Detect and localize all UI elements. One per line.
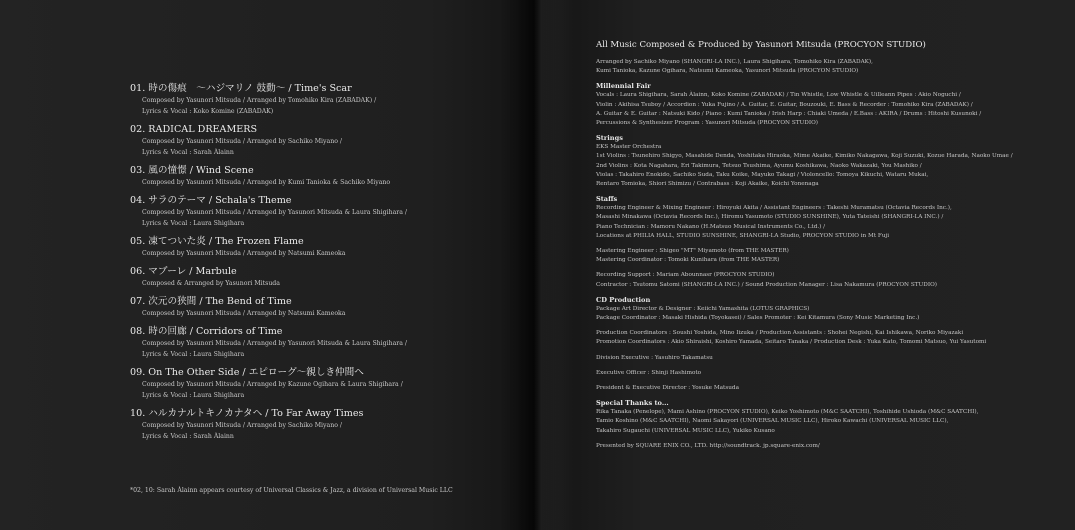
credit-line: EKS Master Orchestra	[596, 144, 662, 151]
track-credit: Lyrics & Vocal : Laura Shigihara	[142, 220, 245, 227]
credit-line: Package Coordinator : Masaki Hishida (Toyokasei) / Sales Promoter : Kei Kitamura (Sony Music Marketing Inc.)	[596, 315, 920, 322]
booklet-spine	[500, 0, 575, 530]
track-credit: Composed by Yasunori Mitsuda / Arranged by Natsumi Kameoka	[142, 310, 346, 317]
credit-line: Mastering Engineer : Shigeo "MT" Miyamoto (from THE MASTER)	[596, 248, 789, 255]
track-title: 09. On The Other Side / エピローグ〜親しき仲間へ	[130, 367, 364, 378]
track-entry	[130, 123, 490, 158]
track-credit: Composed by Yasunori Mitsuda / Arranged by Sachiko Miyano /	[142, 422, 342, 429]
track-credit: Lyrics & Vocal : Koko Komine (ZABADAK)	[142, 108, 274, 115]
credit-line: Executive Officer : Shinji Hashimoto	[596, 369, 702, 376]
credit-section	[596, 399, 1056, 436]
credit-line: Tamio Koshino (M&C SAATCHI), Naomi Sakayori (UNIVERSAL MUSIC LLC), Hiroko Kawachi (UNIVERSAL MUSIC LLC),	[596, 418, 949, 425]
track-credit: Composed & Arranged by Yasunori Mitsuda	[142, 280, 280, 287]
track-title: 07. 次元の狭間 / The Bend of Time	[130, 296, 292, 307]
credit-line: Violin : Akihisa Tsuboy / Accordion : Yuka Fujino / A. Guitar, E. Guitar, Bouzouki, E. Bass & Recorder : Tomohiko Kira (ZABADAK) /	[596, 101, 973, 108]
track-credit: Composed by Yasunori Mitsuda / Arranged by Yasunori Mitsuda & Laura Shigihara /	[142, 209, 407, 216]
credit-section	[596, 442, 1056, 451]
section-heading: Special Thanks to...	[596, 399, 669, 408]
credit-section	[596, 369, 1056, 378]
track-title: 10. ハルカナルトキノカナタヘ / To Far Away Times	[130, 408, 364, 419]
credit-line: Mastering Coordinator : Tomoki Kunihara (from THE MASTER)	[596, 257, 780, 264]
credit-line: Violas : Takahiro Enokido, Sachiko Suda, Taku Koike, Mayuko Takagi / Violoncello: Tomoya Kikuchi, Wataru Mukai,	[596, 171, 929, 178]
track-entry	[130, 265, 490, 289]
credit-line: Promotion Coordinators : Akio Shiraishi, Koshiro Yamada, Seitaro Tanaka / Production Desk : Yuka Kato, Tomomi Matsuo, Yui Yasutomi	[596, 339, 987, 346]
section-heading: Staffs	[596, 195, 618, 204]
credit-section	[596, 271, 1056, 289]
credit-line: Takahiro Sugauchi (UNIVERSAL MUSIC LLC), Yukiko Kusano	[596, 427, 775, 434]
track-credit: Composed by Yasunori Mitsuda / Arranged by Kazune Ogihara & Laura Shigihara /	[142, 381, 403, 388]
section-heading: CD Production	[596, 295, 651, 304]
credit-section	[596, 82, 1056, 128]
track-title: 04. サラのテーマ / Schala's Theme	[130, 195, 292, 206]
credit-line: Locations at PHILIA HALL, STUDIO SUNSHINE, SHANGRI-LA Studio, PROCYON STUDIO in Mt Fuji	[596, 232, 890, 239]
credit-section	[596, 134, 1056, 189]
credit-line: 1st Violins : Tsunehiro Shigyo, Masahide Denda, Yoshitaka Hiraoka, Mime Akaike, Kimiko Nakagawa, Koji Suzuki, Kozue Harada, Naoko Umae /	[596, 153, 1013, 160]
track-title: 02. RADICAL DREAMERS	[130, 124, 258, 135]
credit-section	[596, 384, 1056, 393]
credit-line: Masashi Minakawa (Octavia Records Inc.), Hiromu Yasumoto (STUDIO SUNSHINE), Yuta Tateishi (SHANGRI-LA INC.) /	[596, 214, 944, 221]
credit-section	[596, 329, 1056, 347]
track-credit: Composed by Yasunori Mitsuda / Arranged by Sachiko Miyano /	[142, 138, 342, 145]
credit-line: Vocals : Laura Shigihara, Sarah Àlainn, Koko Komine (ZABADAK) / Tin Whistle, Low Whistle & Uilleann Pipes : Akio Noguchi /	[596, 92, 961, 99]
track-credit: Lyrics & Vocal : Sarah Àlainn	[142, 149, 234, 156]
credit-line: 2nd Violins : Kota Nagahara, Eri Takimura, Tetsuo Tsushima, Ayumu Koshikawa, Naoko Wakazaki, You Mashiko /	[596, 162, 922, 169]
track-title: 08. 時の回廊 / Corridors of Time	[130, 326, 283, 337]
track-credit: Composed by Yasunori Mitsuda / Arranged by Yasunori Mitsuda & Laura Shigihara /	[142, 340, 407, 347]
track-entry	[130, 325, 490, 360]
track-entry	[130, 194, 490, 229]
credit-section	[596, 247, 1056, 265]
credit-line: Kumi Tanioka, Kazune Ogihara, Natsumi Kameoka, Yasunori Mitsuda (PROCYON STUDIO)	[596, 68, 859, 75]
credit-line: Rentaro Tomioka, Shiori Shimizu / Contrabass : Koji Akaike, Koichi Yonenaga	[596, 181, 819, 188]
credit-section	[596, 354, 1056, 363]
footnote: *02, 10: Sarah Àlainn appears courtesy of Universal Classics & Jazz, a division of Universal Music LLC	[130, 487, 453, 494]
track-credit: Lyrics & Vocal : Sarah Àlainn	[142, 433, 234, 440]
track-credit: Composed by Yasunori Mitsuda / Arranged by Kumi Tanioka & Sachiko Miyano	[142, 179, 391, 186]
credit-line: Arranged by Sachiko Miyano (SHANGRI-LA INC.), Laura Shigihara, Tomohiko Kira (ZABADAK),	[596, 59, 873, 65]
credit-line: Recording Engineer & Mixing Engineer : Hiroyuki Akita / Assistant Engineers : Takeshi Muramatsu (Octavia Records Inc.),	[596, 205, 952, 212]
track-title: 06. マブーレ / Marbule	[130, 266, 237, 277]
credits-panel	[596, 40, 1056, 457]
credit-line: Division Executive : Yasuhiro Takamatsu	[596, 354, 713, 361]
track-title: 05. 凍てついた炎 / The Frozen Flame	[130, 236, 304, 247]
credit-line: Production Coordinators : Soushi Yoshida, Mino Iizuka / Production Assistants : Shohei Negishi, Kai Ishikawa, Noriko Miyazaki	[596, 330, 964, 337]
credit-line: Piano Technician : Mamoru Nakano (H.Matsuo Musical Instruments Co., Ltd.) /	[596, 223, 826, 230]
credit-line: Package Art Director & Designer : Keiichi Yamashita (LOTUS GRAPHICS)	[596, 305, 810, 312]
track-credit: Composed by Yasunori Mitsuda / Arranged by Tomohiko Kira (ZABADAK) /	[142, 97, 377, 104]
track-credit: Composed by Yasunori Mitsuda / Arranged by Natsumi Kameoka	[142, 250, 346, 257]
credit-line: Rika Tanaka (Penelope), Mami Ashino (PROCYON STUDIO), Keiko Yoshimoto (M&C SAATCHI), Toshihide Ushioda (M&C SAATCHI),	[596, 409, 979, 416]
track-entry	[130, 366, 490, 401]
credit-line: Recording Support : Mariam Abounnasr (PROCYON STUDIO)	[596, 272, 775, 279]
credit-line: Percussions & Synthesizer Program : Yasunori Mitsuda (PROCYON STUDIO)	[596, 120, 818, 127]
credit-section	[596, 58, 1056, 76]
credit-line: Presented by SQUARE ENIX CO., LTD. http://soundtrack. jp.square-enix.com/	[596, 442, 820, 449]
main-credit: All Music Composed & Produced by Yasunori Mitsuda (PROCYON STUDIO)	[596, 40, 926, 50]
section-heading: Strings	[596, 134, 623, 143]
track-entry	[130, 235, 490, 259]
section-heading: Millennial Fair	[596, 82, 651, 91]
credit-line: Contractor : Tsutomu Satomi (SHANGRI-LA INC.) / Sound Production Manager : Lisa Nakamura (PROCYON STUDIO)	[596, 281, 937, 288]
track-entry	[130, 295, 490, 319]
track-entry	[130, 164, 490, 188]
credit-line: A. Guitar & E. Guitar : Natsuki Kido / Piano : Kumi Tanioka / Irish Harp : Chiaki Umeda / E.Bass : AKIRA / Drums : Hitoshi Kusunoki /	[596, 110, 982, 117]
track-entry	[130, 82, 490, 117]
tracklist	[130, 82, 490, 448]
track-title: 03. 風の憧憬 / Wind Scene	[130, 165, 254, 176]
track-credit: Lyrics & Vocal : Laura Shigihara	[142, 351, 245, 358]
credit-section	[596, 195, 1056, 241]
track-title: 01. 時の傷痕 〜ハジマリノ 鼓動〜 / Time's Scar	[130, 83, 352, 94]
credit-section	[596, 296, 1056, 323]
credit-line: President & Executive Director : Yosuke Matsuda	[596, 385, 739, 392]
track-entry	[130, 407, 490, 442]
track-credit: Lyrics & Vocal : Laura Shigihara	[142, 392, 245, 399]
